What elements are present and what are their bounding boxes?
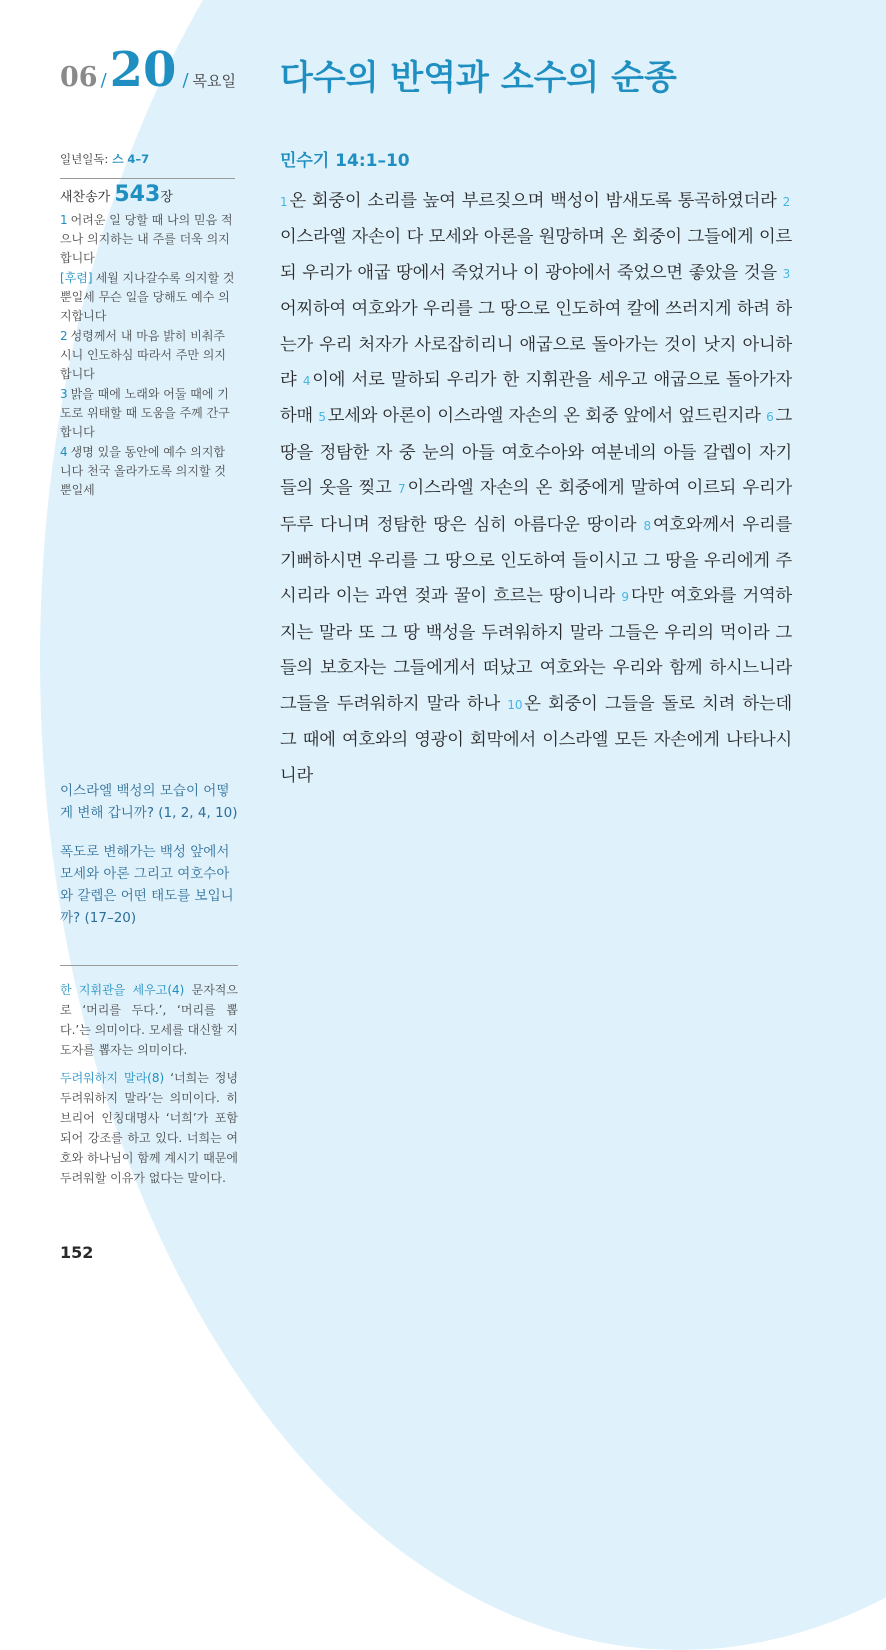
reading-label: 일년일독: (60, 152, 109, 166)
scripture-passage (280, 184, 792, 794)
note-text: ‘너희는 정녕 두려워하지 말라’는 의미이다. 히브리어 인칭대명사 ‘너희’가 포함되어 강조를 하고 있다. 너희는 여호와 하나님이 함께 계시기 때문에 두려워할 이유가 없다는 말이다. (60, 1071, 238, 1185)
reading-ref: 스 4–7 (112, 152, 150, 166)
verse-text: 어찌하여 여호와가 우리를 그 땅으로 인도하여 칼에 쓰러지게 하려 하는가 우리 처자가 사로잡히리니 애굽으로 돌아가는 것이 낫지 아니하랴 (280, 299, 792, 391)
verse-text: 다만 여호와를 거역하지는 말라 또 그 땅 백성을 두려워하지 말라 그들은 우리의 먹이라 그들의 보호자는 그들에게서 떠났고 여호와는 우리와 함께 하시느니라 그들을 두려워하지 말라 하나 (280, 586, 793, 714)
verse-number: 1 (280, 195, 288, 209)
hymn-heading (60, 182, 235, 207)
verse-number: 4 (302, 374, 311, 389)
weekday: 목요일 (192, 72, 237, 90)
hymn-verse (60, 327, 235, 384)
date-slash: / (182, 70, 189, 91)
verse-text: 온 회중이 그들을 돌로 치려 하는데 그 때에 여호와의 영광이 회막에서 이스라엘 모든 자손에게 나타나시니라 (280, 693, 792, 786)
verse-text: 이스라엘 자손이 다 모세와 아론을 원망하며 온 회중이 그들에게 이르되 우리가 애굽 땅에서 죽었거나 이 광야에서 죽었으면 좋았을 것을 (280, 227, 792, 283)
hymn-verse (60, 211, 235, 268)
hymn-verse-text: 세월 지나갈수록 의지할 것 뿐일세 무슨 일을 당해도 예수 의지합니다 (60, 271, 235, 323)
note (60, 1068, 238, 1188)
hymn-label: 새찬송가 (60, 190, 111, 205)
hymn-verse-text: 밝을 때에 노래와 어둘 때에 기도로 위태할 때 도움을 주께 간구합니다 (60, 387, 230, 439)
verse-number: 5 (318, 410, 326, 425)
question: 폭도로 변해가는 백성 앞에서 모세와 아론 그리고 여호수아와 갈렙은 어떤 태도를 보입니까? (17–20) (60, 844, 234, 926)
hymn-verse-number: 1 (60, 213, 68, 227)
verse-number: 10 (507, 697, 523, 712)
verse-number: 7 (398, 482, 406, 497)
hymn-lyrics (60, 211, 235, 500)
date-slash: / (100, 70, 107, 91)
divider (60, 178, 235, 179)
hymn-number: 543 (114, 182, 161, 207)
sidebar (60, 150, 235, 501)
study-questions (60, 780, 238, 946)
hymn-verse-text: 성령께서 내 마음 밝히 비춰주시니 인도하심 따라서 주만 의지합니다 (60, 329, 226, 381)
verse-number: 8 (643, 518, 651, 533)
verse-text: 모세와 아론이 이스라엘 자손의 온 회중 앞에서 엎드린지라 (327, 406, 761, 427)
hymn-verse (60, 269, 235, 326)
verse-number: 6 (766, 410, 774, 425)
verse-text: 그 땅을 정탐한 자 중 눈의 아들 여호수아와 여분네의 아들 갈렙이 자기들의 옷을 찢고 (280, 406, 792, 499)
hymn-verse (60, 385, 235, 442)
word-notes (60, 965, 238, 1196)
verse-text: 이에 서로 말하되 우리가 한 지휘관을 세우고 애굽으로 돌아가자 하매 (280, 370, 792, 427)
verse-number: 9 (621, 590, 629, 605)
question: 이스라엘 백성의 모습이 어떻게 변해 갑니까? (1, 2, 4, 10) (60, 783, 238, 821)
hymn-verse-number: 2 (60, 329, 68, 343)
hymn-verse-number: [후렴] (60, 271, 93, 285)
verse-text: 온 회중이 소리를 높여 부르짖으며 백성이 밤새도록 통곡하였더라 (289, 191, 777, 211)
date-header (60, 42, 237, 98)
verse-number: 2 (782, 195, 791, 209)
passage-reference: 민수기 14:1–10 (280, 151, 410, 171)
note-term: 한 지휘관을 세우고(4) (60, 983, 185, 997)
page-number: 152 (60, 1243, 94, 1262)
note-term: 두려워하지 말라(8) (60, 1071, 165, 1085)
hymn-verse-text: 생명 있을 동안에 예수 의지합니다 천국 올라가도록 의지할 것 뿐일세 (60, 445, 226, 497)
verse-text: 여호와께서 우리를 기뻐하시면 우리를 그 땅으로 인도하여 들이시고 그 땅을 우리에게 주시리라 이는 과연 젖과 꿀이 흐르는 땅이니라 (280, 514, 792, 607)
verse-number: 3 (782, 266, 790, 281)
hymn-verse-number: 4 (60, 445, 68, 459)
verse-text: 이스라엘 자손의 온 회중에게 말하여 이르되 우리가 두루 다니며 정탐한 땅은 심히 아름다운 땅이라 (280, 478, 792, 535)
hymn-verse (60, 443, 235, 500)
hymn-suffix: 장 (160, 190, 173, 205)
month: 06 (60, 62, 98, 93)
divider (60, 965, 238, 966)
yearly-reading (60, 150, 235, 169)
hymn-verse-text: 어려운 일 당할 때 나의 믿음 적으나 의지하는 내 주를 더욱 의지합니다 (60, 213, 233, 265)
page-title: 다수의 반역과 소수의 순종 (280, 58, 677, 98)
hymn-verse-number: 3 (60, 387, 68, 401)
note-text: 문자적으로 ‘머리를 두다.’, ‘머리를 뽑다.’는 의미이다. 모세를 대신할 지도자를 뽑자는 의미이다. (60, 983, 238, 1057)
day: 20 (109, 42, 177, 98)
note (60, 980, 238, 1060)
